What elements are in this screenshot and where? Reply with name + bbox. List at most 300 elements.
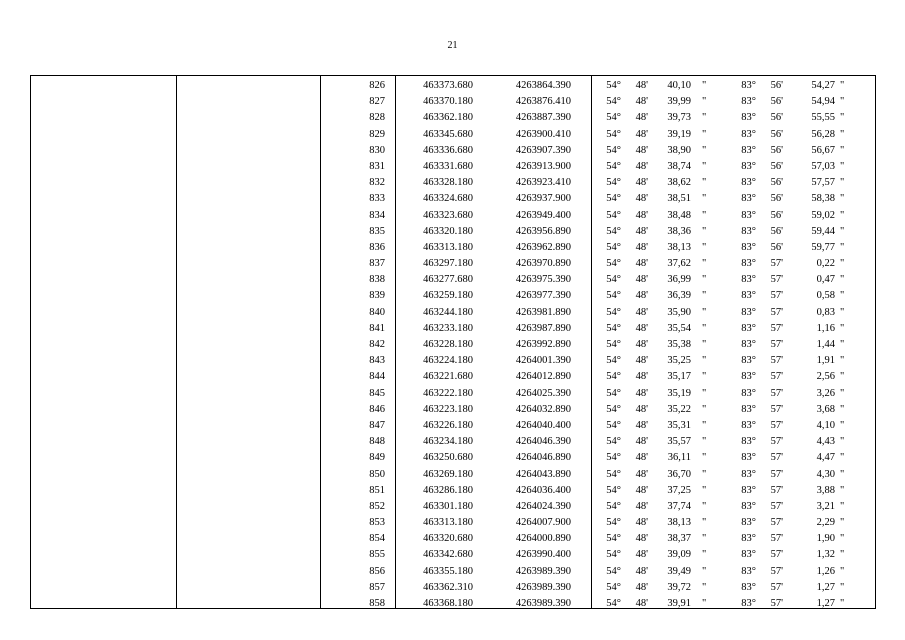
longitude-degrees: 83°	[741, 468, 756, 480]
x-coordinate: 463277.680	[423, 274, 473, 286]
x-coordinate: 463373.680	[423, 80, 473, 91]
longitude-seconds-mark: "	[840, 533, 845, 545]
point-number: 836	[369, 241, 385, 253]
latitude-minutes: 48'	[635, 565, 648, 577]
table-row	[31, 321, 875, 337]
latitude-seconds-mark: "	[702, 403, 707, 415]
latitude-seconds: 35,54	[667, 322, 691, 334]
longitude-seconds-mark: "	[840, 112, 845, 124]
latitude-seconds-mark: "	[702, 468, 707, 480]
point-number: 827	[369, 96, 385, 108]
x-coordinate: 463342.680	[423, 549, 473, 561]
x-coordinate: 463355.180	[423, 565, 473, 577]
latitude-degrees: 54°	[606, 549, 621, 561]
longitude-seconds: 1,16	[816, 322, 835, 334]
point-number: 856	[369, 565, 385, 577]
latitude-seconds-mark: "	[702, 306, 707, 318]
point-number: 852	[369, 500, 385, 512]
latitude-seconds-mark: "	[702, 452, 707, 464]
latitude-degrees: 54°	[606, 258, 621, 270]
longitude-minutes: 56'	[770, 144, 783, 156]
latitude-degrees: 54°	[606, 533, 621, 545]
point-number: 853	[369, 517, 385, 529]
latitude-degrees: 54°	[606, 144, 621, 156]
latitude-seconds-mark: "	[702, 274, 707, 286]
point-number: 848	[369, 436, 385, 448]
x-coordinate: 463259.180	[423, 290, 473, 302]
point-number: 832	[369, 177, 385, 189]
longitude-seconds: 59,44	[811, 225, 835, 237]
latitude-seconds-mark: "	[702, 193, 707, 205]
longitude-minutes: 56'	[770, 128, 783, 140]
longitude-degrees: 83°	[741, 177, 756, 189]
latitude-seconds-mark: "	[702, 128, 707, 140]
x-coordinate: 463328.180	[423, 177, 473, 189]
longitude-seconds: 4,43	[816, 436, 835, 448]
latitude-degrees: 54°	[606, 581, 621, 593]
longitude-seconds: 1,26	[816, 565, 835, 577]
x-coordinate: 463313.180	[423, 517, 473, 529]
longitude-minutes: 56'	[770, 225, 783, 237]
latitude-degrees: 54°	[606, 565, 621, 577]
point-number: 829	[369, 128, 385, 140]
longitude-seconds: 1,27	[816, 598, 835, 609]
latitude-minutes: 48'	[635, 306, 648, 318]
longitude-minutes: 57'	[770, 565, 783, 577]
longitude-degrees: 83°	[741, 371, 756, 383]
longitude-seconds-mark: "	[840, 598, 845, 609]
x-coordinate: 463228.180	[423, 339, 473, 350]
longitude-seconds-mark: "	[840, 339, 845, 350]
latitude-seconds-mark: "	[702, 517, 707, 529]
longitude-seconds: 2,56	[816, 371, 835, 383]
latitude-minutes: 48'	[635, 517, 648, 529]
latitude-degrees: 54°	[606, 177, 621, 189]
longitude-seconds-mark: "	[840, 225, 845, 237]
longitude-degrees: 83°	[741, 274, 756, 286]
latitude-degrees: 54°	[606, 96, 621, 108]
longitude-seconds: 57,03	[811, 160, 835, 172]
latitude-degrees: 54°	[606, 306, 621, 318]
y-coordinate: 4263977.390	[515, 290, 571, 302]
longitude-minutes: 56'	[770, 209, 783, 221]
latitude-seconds-mark: "	[702, 581, 707, 593]
latitude-seconds: 39,72	[667, 581, 691, 593]
x-coordinate: 463244.180	[423, 306, 473, 318]
longitude-minutes: 57'	[770, 517, 783, 529]
longitude-minutes: 57'	[770, 274, 783, 286]
point-number: 842	[369, 339, 385, 350]
latitude-seconds: 35,25	[667, 355, 691, 367]
latitude-seconds-mark: "	[702, 290, 707, 302]
longitude-seconds: 3,26	[816, 387, 835, 399]
latitude-seconds-mark: "	[702, 484, 707, 496]
table-row	[31, 434, 875, 450]
longitude-seconds-mark: "	[840, 484, 845, 496]
longitude-seconds-mark: "	[840, 290, 845, 302]
latitude-seconds: 38,74	[667, 160, 691, 172]
latitude-seconds: 35,19	[667, 387, 691, 399]
latitude-seconds-mark: "	[702, 322, 707, 334]
latitude-minutes: 48'	[635, 355, 648, 367]
latitude-degrees: 54°	[606, 322, 621, 334]
longitude-degrees: 83°	[741, 160, 756, 172]
latitude-degrees: 54°	[606, 225, 621, 237]
longitude-seconds-mark: "	[840, 403, 845, 415]
longitude-seconds: 1,27	[816, 581, 835, 593]
longitude-seconds-mark: "	[840, 96, 845, 108]
y-coordinate: 4263907.390	[515, 144, 571, 156]
table-row	[31, 337, 875, 353]
latitude-degrees: 54°	[606, 112, 621, 124]
latitude-minutes: 48'	[635, 241, 648, 253]
x-coordinate: 463362.310	[423, 581, 473, 593]
longitude-minutes: 57'	[770, 290, 783, 302]
longitude-minutes: 56'	[770, 160, 783, 172]
longitude-minutes: 57'	[770, 436, 783, 448]
latitude-seconds-mark: "	[702, 436, 707, 448]
latitude-minutes: 48'	[635, 225, 648, 237]
latitude-seconds-mark: "	[702, 387, 707, 399]
longitude-degrees: 83°	[741, 500, 756, 512]
table-row	[31, 353, 875, 369]
latitude-seconds: 38,62	[667, 177, 691, 189]
point-number: 840	[369, 306, 385, 318]
latitude-seconds: 39,99	[667, 96, 691, 108]
longitude-seconds-mark: "	[840, 419, 845, 431]
latitude-seconds-mark: "	[702, 144, 707, 156]
latitude-seconds-mark: "	[702, 598, 707, 609]
table-row	[31, 208, 875, 224]
longitude-seconds: 4,47	[816, 452, 835, 464]
x-coordinate: 463336.680	[423, 144, 473, 156]
y-coordinate: 4263970.890	[515, 258, 571, 270]
latitude-seconds: 38,13	[667, 241, 691, 253]
latitude-seconds: 39,49	[667, 565, 691, 577]
x-coordinate: 463301.180	[423, 500, 473, 512]
longitude-seconds: 58,38	[811, 193, 835, 205]
longitude-seconds: 1,91	[816, 355, 835, 367]
y-coordinate: 4263975.390	[515, 274, 571, 286]
longitude-degrees: 83°	[741, 403, 756, 415]
longitude-seconds-mark: "	[840, 160, 845, 172]
longitude-seconds-mark: "	[840, 500, 845, 512]
longitude-minutes: 57'	[770, 468, 783, 480]
point-number: 854	[369, 533, 385, 545]
y-coordinate: 4263864.390	[515, 80, 571, 91]
latitude-seconds: 38,90	[667, 144, 691, 156]
longitude-degrees: 83°	[741, 290, 756, 302]
longitude-degrees: 83°	[741, 436, 756, 448]
y-coordinate: 4263981.890	[515, 306, 571, 318]
longitude-seconds-mark: "	[840, 177, 845, 189]
longitude-seconds: 0,22	[816, 258, 835, 270]
longitude-seconds-mark: "	[840, 387, 845, 399]
latitude-seconds-mark: "	[702, 258, 707, 270]
x-coordinate: 463269.180	[423, 468, 473, 480]
table-row	[31, 256, 875, 272]
latitude-minutes: 48'	[635, 193, 648, 205]
longitude-minutes: 57'	[770, 258, 783, 270]
longitude-degrees: 83°	[741, 306, 756, 318]
y-coordinate: 4263990.400	[515, 549, 571, 561]
longitude-seconds-mark: "	[840, 144, 845, 156]
table-row	[31, 369, 875, 385]
table-row	[31, 191, 875, 207]
point-number: 830	[369, 144, 385, 156]
latitude-minutes: 48'	[635, 581, 648, 593]
latitude-minutes: 48'	[635, 112, 648, 124]
latitude-seconds: 38,37	[667, 533, 691, 545]
table-row	[31, 127, 875, 143]
latitude-seconds-mark: "	[702, 549, 707, 561]
table-row	[31, 580, 875, 596]
x-coordinate: 463320.680	[423, 533, 473, 545]
latitude-minutes: 48'	[635, 436, 648, 448]
x-coordinate: 463370.180	[423, 96, 473, 108]
longitude-degrees: 83°	[741, 517, 756, 529]
y-coordinate: 4264046.390	[515, 436, 571, 448]
x-coordinate: 463331.680	[423, 160, 473, 172]
latitude-minutes: 48'	[635, 500, 648, 512]
latitude-seconds: 38,51	[667, 193, 691, 205]
latitude-degrees: 54°	[606, 290, 621, 302]
longitude-seconds-mark: "	[840, 128, 845, 140]
longitude-seconds: 2,29	[816, 517, 835, 529]
latitude-minutes: 48'	[635, 96, 648, 108]
latitude-minutes: 48'	[635, 403, 648, 415]
point-number: 857	[369, 581, 385, 593]
latitude-seconds: 35,57	[667, 436, 691, 448]
latitude-degrees: 54°	[606, 80, 621, 91]
table-row	[31, 531, 875, 547]
table-row	[31, 450, 875, 466]
latitude-minutes: 48'	[635, 371, 648, 383]
table-row	[31, 110, 875, 126]
latitude-seconds: 38,13	[667, 517, 691, 529]
y-coordinate: 4264032.890	[515, 403, 571, 415]
y-coordinate: 4263956.890	[515, 225, 571, 237]
longitude-minutes: 57'	[770, 322, 783, 334]
x-coordinate: 463320.180	[423, 225, 473, 237]
point-number: 858	[369, 598, 385, 609]
longitude-degrees: 83°	[741, 581, 756, 593]
y-coordinate: 4264024.390	[515, 500, 571, 512]
longitude-seconds: 56,28	[811, 128, 835, 140]
longitude-degrees: 83°	[741, 387, 756, 399]
point-number: 845	[369, 387, 385, 399]
x-coordinate: 463221.680	[423, 371, 473, 383]
longitude-seconds-mark: "	[840, 193, 845, 205]
latitude-seconds-mark: "	[702, 500, 707, 512]
x-coordinate: 463226.180	[423, 419, 473, 431]
x-coordinate: 463324.680	[423, 193, 473, 205]
longitude-minutes: 57'	[770, 581, 783, 593]
latitude-seconds: 36,11	[667, 452, 691, 464]
longitude-minutes: 57'	[770, 339, 783, 350]
longitude-degrees: 83°	[741, 419, 756, 431]
point-number: 851	[369, 484, 385, 496]
latitude-seconds: 35,17	[667, 371, 691, 383]
longitude-seconds-mark: "	[840, 80, 845, 91]
latitude-degrees: 54°	[606, 500, 621, 512]
latitude-seconds-mark: "	[702, 225, 707, 237]
point-number: 828	[369, 112, 385, 124]
latitude-degrees: 54°	[606, 452, 621, 464]
point-number: 833	[369, 193, 385, 205]
point-number: 850	[369, 468, 385, 480]
x-coordinate: 463222.180	[423, 387, 473, 399]
point-number: 834	[369, 209, 385, 221]
y-coordinate: 4263937.900	[515, 193, 571, 205]
longitude-seconds: 57,57	[811, 177, 835, 189]
longitude-degrees: 83°	[741, 241, 756, 253]
longitude-seconds: 1,32	[816, 549, 835, 561]
table-row	[31, 596, 875, 612]
latitude-seconds: 38,48	[667, 209, 691, 221]
latitude-seconds: 35,22	[667, 403, 691, 415]
latitude-minutes: 48'	[635, 209, 648, 221]
x-coordinate: 463286.180	[423, 484, 473, 496]
longitude-degrees: 83°	[741, 193, 756, 205]
longitude-seconds: 1,44	[816, 339, 835, 350]
table-row	[31, 386, 875, 402]
point-number: 835	[369, 225, 385, 237]
longitude-seconds: 0,47	[816, 274, 835, 286]
longitude-minutes: 57'	[770, 452, 783, 464]
x-coordinate: 463368.180	[423, 598, 473, 609]
x-coordinate: 463297.180	[423, 258, 473, 270]
point-number: 855	[369, 549, 385, 561]
latitude-minutes: 48'	[635, 290, 648, 302]
latitude-degrees: 54°	[606, 371, 621, 383]
longitude-seconds: 3,21	[816, 500, 835, 512]
point-number: 843	[369, 355, 385, 367]
longitude-minutes: 56'	[770, 241, 783, 253]
longitude-minutes: 56'	[770, 80, 783, 91]
page-number: 21	[447, 40, 458, 51]
longitude-seconds-mark: "	[840, 436, 845, 448]
longitude-degrees: 83°	[741, 598, 756, 609]
longitude-seconds: 0,58	[816, 290, 835, 302]
y-coordinate: 4264001.390	[515, 355, 571, 367]
latitude-degrees: 54°	[606, 274, 621, 286]
latitude-minutes: 48'	[635, 533, 648, 545]
longitude-degrees: 83°	[741, 128, 756, 140]
longitude-degrees: 83°	[741, 549, 756, 561]
latitude-minutes: 48'	[635, 339, 648, 350]
x-coordinate: 463234.180	[423, 436, 473, 448]
latitude-seconds-mark: "	[702, 241, 707, 253]
latitude-seconds-mark: "	[702, 112, 707, 124]
latitude-seconds-mark: "	[702, 80, 707, 91]
longitude-degrees: 83°	[741, 339, 756, 350]
table-row	[31, 547, 875, 563]
latitude-degrees: 54°	[606, 355, 621, 367]
point-number: 846	[369, 403, 385, 415]
y-coordinate: 4264040.400	[515, 419, 571, 431]
latitude-minutes: 48'	[635, 549, 648, 561]
point-number: 839	[369, 290, 385, 302]
table-row	[31, 159, 875, 175]
longitude-seconds: 3,88	[816, 484, 835, 496]
latitude-degrees: 54°	[606, 419, 621, 431]
latitude-minutes: 48'	[635, 468, 648, 480]
latitude-seconds: 35,31	[667, 419, 691, 431]
y-coordinate: 4263989.390	[515, 565, 571, 577]
y-coordinate: 4263949.400	[515, 209, 571, 221]
x-coordinate: 463323.680	[423, 209, 473, 221]
y-coordinate: 4263876.410	[515, 96, 571, 108]
y-coordinate: 4264043.890	[515, 468, 571, 480]
y-coordinate: 4263987.890	[515, 322, 571, 334]
latitude-seconds: 39,09	[667, 549, 691, 561]
longitude-minutes: 56'	[770, 112, 783, 124]
latitude-degrees: 54°	[606, 387, 621, 399]
longitude-minutes: 57'	[770, 355, 783, 367]
table-row	[31, 483, 875, 499]
longitude-minutes: 57'	[770, 306, 783, 318]
latitude-seconds: 39,91	[667, 598, 691, 609]
x-coordinate: 463362.180	[423, 112, 473, 124]
latitude-seconds-mark: "	[702, 419, 707, 431]
longitude-seconds-mark: "	[840, 581, 845, 593]
longitude-degrees: 83°	[741, 225, 756, 237]
longitude-seconds: 0,83	[816, 306, 835, 318]
latitude-degrees: 54°	[606, 517, 621, 529]
longitude-seconds-mark: "	[840, 306, 845, 318]
y-coordinate: 4263923.410	[515, 177, 571, 189]
latitude-seconds: 40,10	[667, 80, 691, 91]
longitude-minutes: 56'	[770, 177, 783, 189]
y-coordinate: 4264046.890	[515, 452, 571, 464]
latitude-seconds: 37,25	[667, 484, 691, 496]
longitude-seconds: 54,27	[811, 80, 835, 91]
table-row	[31, 240, 875, 256]
point-number: 838	[369, 274, 385, 286]
table-row	[31, 467, 875, 483]
latitude-minutes: 48'	[635, 419, 648, 431]
x-coordinate: 463233.180	[423, 322, 473, 334]
latitude-degrees: 54°	[606, 436, 621, 448]
latitude-seconds-mark: "	[702, 355, 707, 367]
longitude-minutes: 57'	[770, 403, 783, 415]
longitude-seconds-mark: "	[840, 355, 845, 367]
longitude-seconds-mark: "	[840, 452, 845, 464]
longitude-degrees: 83°	[741, 112, 756, 124]
longitude-seconds: 3,68	[816, 403, 835, 415]
latitude-degrees: 54°	[606, 209, 621, 221]
point-number: 847	[369, 419, 385, 431]
latitude-minutes: 48'	[635, 598, 648, 609]
longitude-seconds-mark: "	[840, 274, 845, 286]
longitude-seconds-mark: "	[840, 549, 845, 561]
table-row	[31, 143, 875, 159]
longitude-seconds: 55,55	[811, 112, 835, 124]
longitude-minutes: 57'	[770, 598, 783, 609]
latitude-seconds-mark: "	[702, 177, 707, 189]
y-coordinate: 4263992.890	[515, 339, 571, 350]
latitude-minutes: 48'	[635, 160, 648, 172]
x-coordinate: 463313.180	[423, 241, 473, 253]
longitude-degrees: 83°	[741, 80, 756, 91]
latitude-minutes: 48'	[635, 387, 648, 399]
longitude-degrees: 83°	[741, 144, 756, 156]
longitude-degrees: 83°	[741, 258, 756, 270]
latitude-minutes: 48'	[635, 452, 648, 464]
table-row	[31, 78, 875, 94]
table-row	[31, 288, 875, 304]
